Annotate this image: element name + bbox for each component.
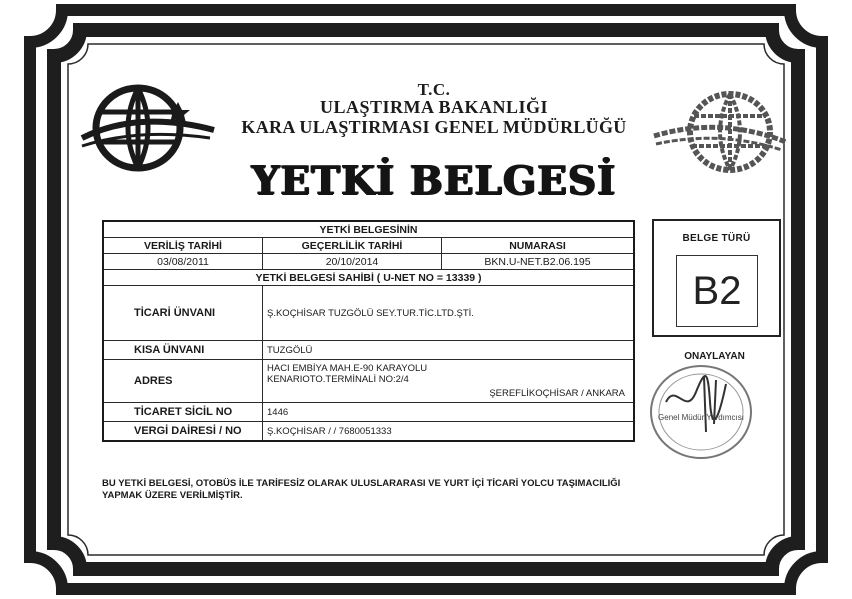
holder-title: YETKİ BELGESİ SAHİBİ ( U-NET NO = 13339 ) [103, 270, 634, 286]
number-value: BKN.U-NET.B2.06.195 [442, 254, 635, 270]
certificate-type-value: B2 [676, 255, 758, 327]
header-tc: T.C. [417, 80, 451, 99]
trade-name-label: TİCARİ ÜNVANI [103, 286, 263, 341]
section-title-row [103, 221, 634, 238]
tax-label: VERGİ DAİRESİ / NO [103, 422, 263, 442]
address-row [103, 360, 634, 403]
footer-statement: BU YETKİ BELGESİ, OTOBÜS İLE TARİFESİZ OLARAK ULUSLARARASI VE YURT İÇİ TİCARİ YOLCU TAŞIMACILIĞI YAPMAK ÜZERE VERİLMİŞTİR. [102, 478, 621, 501]
value-row [103, 254, 634, 270]
trade-name-value: Ş.KOÇHİSAR TUZGÖLÜ SEY.TUR.TİC.LTD.ŞTİ. [263, 286, 635, 341]
short-name-value: TUZGÖLÜ [263, 341, 635, 360]
stamp-text: Genel Müdür Yardımcısı [658, 413, 744, 422]
short-name-label: KISA ÜNVANI [103, 341, 263, 360]
certificate-type-label: BELGE TÜRÜ [682, 233, 751, 244]
official-stamp [646, 362, 756, 462]
address-line-2: KENARIOTO.TERMİNALİ NO:2/4 [267, 374, 409, 385]
column-header-row [103, 238, 634, 254]
validity-date-header: GEÇERLİLİK TARİHİ [263, 238, 442, 254]
header-ministry: ULAŞTIRMA BAKANLIĞI [319, 97, 549, 117]
short-name-row [103, 341, 634, 360]
registry-row [103, 403, 634, 422]
registry-value: 1446 [263, 403, 635, 422]
address-label: ADRES [103, 360, 263, 403]
holder-title-row [103, 270, 634, 286]
registry-label: TİCARET SİCİL NO [103, 403, 263, 422]
header-directorate: KARA ULAŞTIRMASI GENEL MÜDÜRLÜĞÜ [241, 117, 627, 137]
issue-date-value: 03/08/2011 [103, 254, 263, 270]
trade-name-row [103, 286, 634, 341]
address-line-1: HACI EMBİYA MAH.E-90 KARAYOLU [267, 363, 428, 374]
certificate-type-box [652, 219, 781, 337]
certificate-table [102, 220, 635, 442]
address-value [263, 360, 635, 403]
signature-scribble [666, 376, 726, 432]
section-title: YETKİ BELGESİNİN [103, 221, 634, 238]
tax-row [103, 422, 634, 442]
validity-date-value: 20/10/2014 [263, 254, 442, 270]
number-header: NUMARASI [442, 238, 635, 254]
approver-label: ONAYLAYAN [684, 351, 745, 362]
document-title: YETKİ BELGESİ [251, 158, 617, 204]
address-city: ŞEREFLİKOÇHİSAR / ANKARA [489, 388, 625, 399]
tax-value: Ş.KOÇHİSAR / / 7680051333 [263, 422, 635, 442]
issue-date-header: VERİLİŞ TARİHİ [103, 238, 263, 254]
